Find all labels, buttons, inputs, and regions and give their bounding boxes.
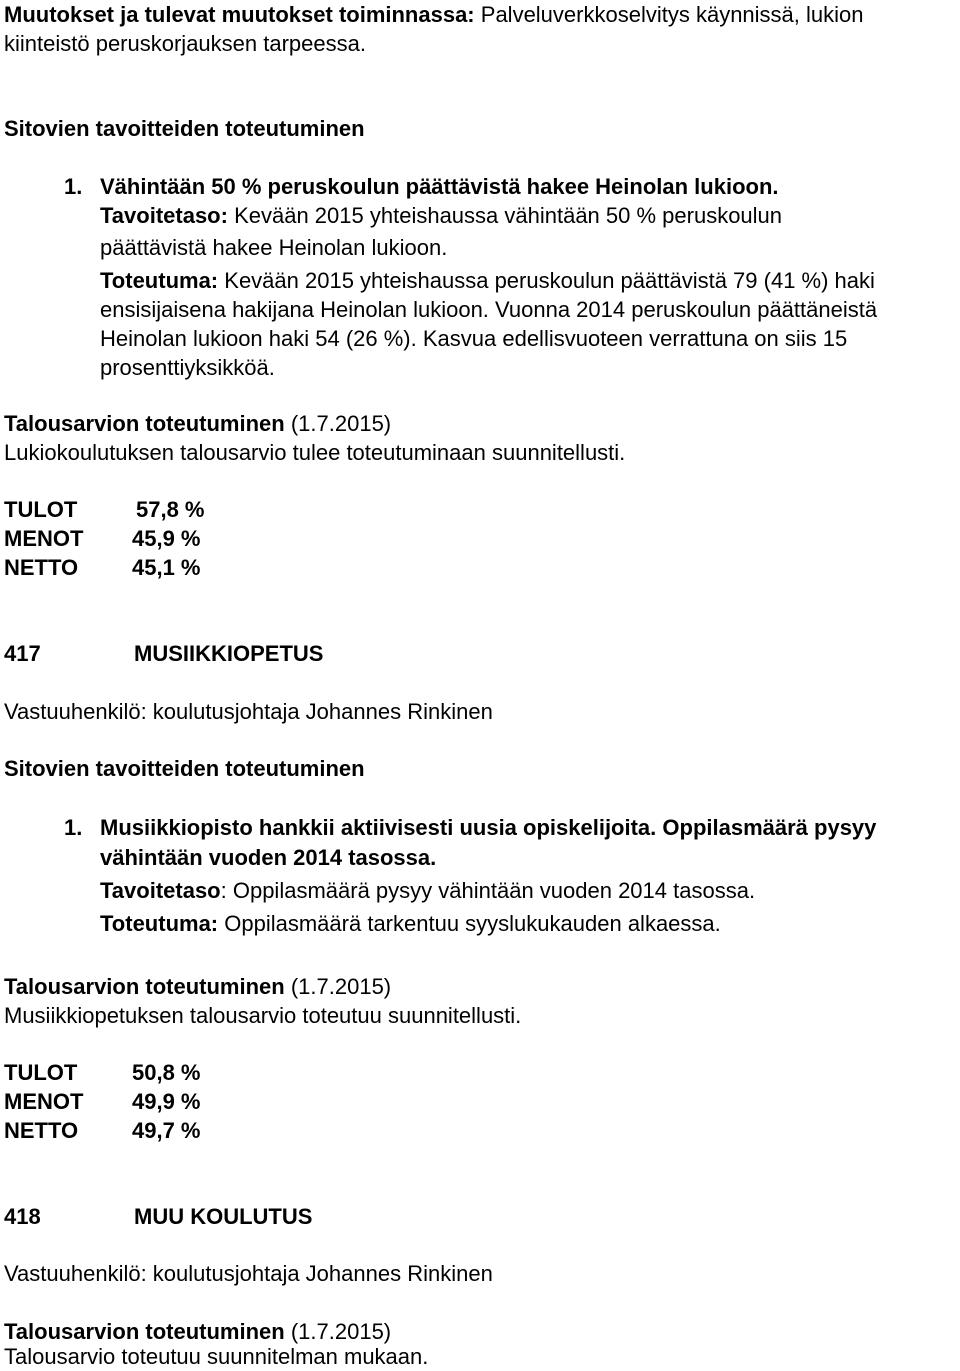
goal-number: 1. (64, 815, 83, 840)
actual-label: Toteutuma: (100, 911, 219, 936)
section-417-responsible: Vastuuhenkilö: koulutusjohtaja Johannes Rinkinen (4, 699, 493, 724)
musiikki-budget-row-netto (4, 1116, 201, 1145)
budget-row-label: NETTO (4, 1118, 79, 1143)
budget-row-label: NETTO (4, 555, 79, 580)
lukio-goal-1-target-cont: päättävistä hakee Heinolan lukioon. (100, 235, 448, 260)
goal-title: Musiikkiopisto hankkii aktiivisesti uusia opiskelijoita. Oppilasmäärä pysyy (100, 815, 877, 840)
actual-text: Oppilasmäärä tarkentuu syyslukukauden alkaessa. (224, 911, 721, 936)
target-text: Kevään 2015 yhteishaussa vähintään 50 % peruskoulun (234, 203, 783, 228)
budget-row-value: 50,8 % (132, 1060, 201, 1085)
budget-row-label: MENOT (4, 1089, 84, 1114)
budget-row-value: 49,9 % (132, 1089, 201, 1114)
actual-label: Toteutuma: (100, 268, 219, 293)
budget-row-value: 57,8 % (136, 497, 205, 522)
musiikki-goal-1-actual (100, 909, 721, 938)
musiikki-goals-heading: Sitovien tavoitteiden toteutuminen (4, 756, 365, 781)
target-text: : Oppilasmäärä pysyy vähintään vuoden 2014 tasossa. (220, 878, 756, 903)
section-418-responsible: Vastuuhenkilö: koulutusjohtaja Johannes Rinkinen (4, 1261, 493, 1286)
lukio-budget-row-menot (4, 524, 201, 553)
musiikki-goal-1-target (100, 876, 755, 905)
budget-row-value: 49,7 % (132, 1118, 201, 1143)
budget-row-value: 45,9 % (132, 526, 201, 551)
budget-heading-date: (1.7.2015) (290, 974, 392, 999)
lukio-goals-heading: Sitovien tavoitteiden toteutuminen (4, 116, 365, 141)
section-title: MUSIIKKIOPETUS (134, 641, 324, 666)
lukio-goal-1-actual-2: ensisijaisena hakijana Heinolan lukioon. Vuonna 2014 peruskoulun päättäneistä (100, 297, 878, 322)
changes-line-1 (4, 0, 864, 29)
lukio-budget-heading (4, 409, 391, 438)
lukio-goal-1-actual-4: prosenttiyksikköä. (100, 355, 275, 380)
target-label: Tavoitetaso: (100, 203, 228, 228)
muu-budget-text: Talousarvio toteutuu suunnitelman mukaan. (4, 1344, 429, 1369)
section-418-heading (4, 1202, 312, 1231)
actual-text: Kevään 2015 yhteishaussa peruskoulun päättävistä 79 (41 %) haki (224, 268, 875, 293)
section-417-heading (4, 639, 323, 668)
section-title: MUU KOULUTUS (134, 1204, 313, 1229)
budget-row-label: TULOT (4, 497, 78, 522)
lukio-budget-row-netto (4, 553, 201, 582)
budget-row-label: TULOT (4, 1060, 78, 1085)
budget-heading-label: Talousarvion toteutuminen (4, 1319, 285, 1344)
changes-text: Palveluverkkoselvitys käynnissä, lukion (480, 2, 864, 27)
changes-line-2: kiinteistö peruskorjauksen tarpeessa. (4, 31, 366, 56)
lukio-budget-text: Lukiokoulutuksen talousarvio tulee toteutuminaan suunnitellusti. (4, 440, 626, 465)
budget-heading-label: Talousarvion toteutuminen (4, 411, 285, 436)
section-code: 417 (4, 641, 41, 666)
goal-number: 1. (64, 174, 83, 199)
musiikki-budget-text: Musiikkiopetuksen talousarvio toteutuu suunnitellusti. (4, 1003, 522, 1028)
musiikki-budget-row-tulot (4, 1058, 201, 1087)
lukio-goal-1-actual (100, 266, 875, 295)
target-label: Tavoitetaso (100, 878, 221, 903)
changes-label: Muutokset ja tulevat muutokset toiminnassa: (4, 2, 475, 27)
budget-row-label: MENOT (4, 526, 84, 551)
budget-heading-label: Talousarvion toteutuminen (4, 974, 285, 999)
budget-row-value: 45,1 % (132, 555, 201, 580)
goal-title: Vähintään 50 % peruskoulun päättävistä hakee Heinolan lukioon. (100, 174, 779, 199)
musiikki-goal-1-title-cont: vähintään vuoden 2014 tasossa. (100, 845, 437, 870)
section-code: 418 (4, 1204, 41, 1229)
budget-heading-date: (1.7.2015) (290, 1319, 392, 1344)
musiikki-budget-row-menot (4, 1087, 201, 1116)
musiikki-goal-1-title (64, 813, 876, 842)
lukio-goal-1-target (100, 201, 782, 230)
lukio-budget-row-tulot (4, 495, 205, 524)
musiikki-budget-heading (4, 972, 391, 1001)
lukio-goal-1-actual-3: Heinolan lukioon haki 54 (26 %). Kasvua edellisvuoteen verrattuna on siis 15 (100, 326, 848, 351)
lukio-goal-1-title (64, 172, 779, 201)
budget-heading-date: (1.7.2015) (290, 411, 392, 436)
